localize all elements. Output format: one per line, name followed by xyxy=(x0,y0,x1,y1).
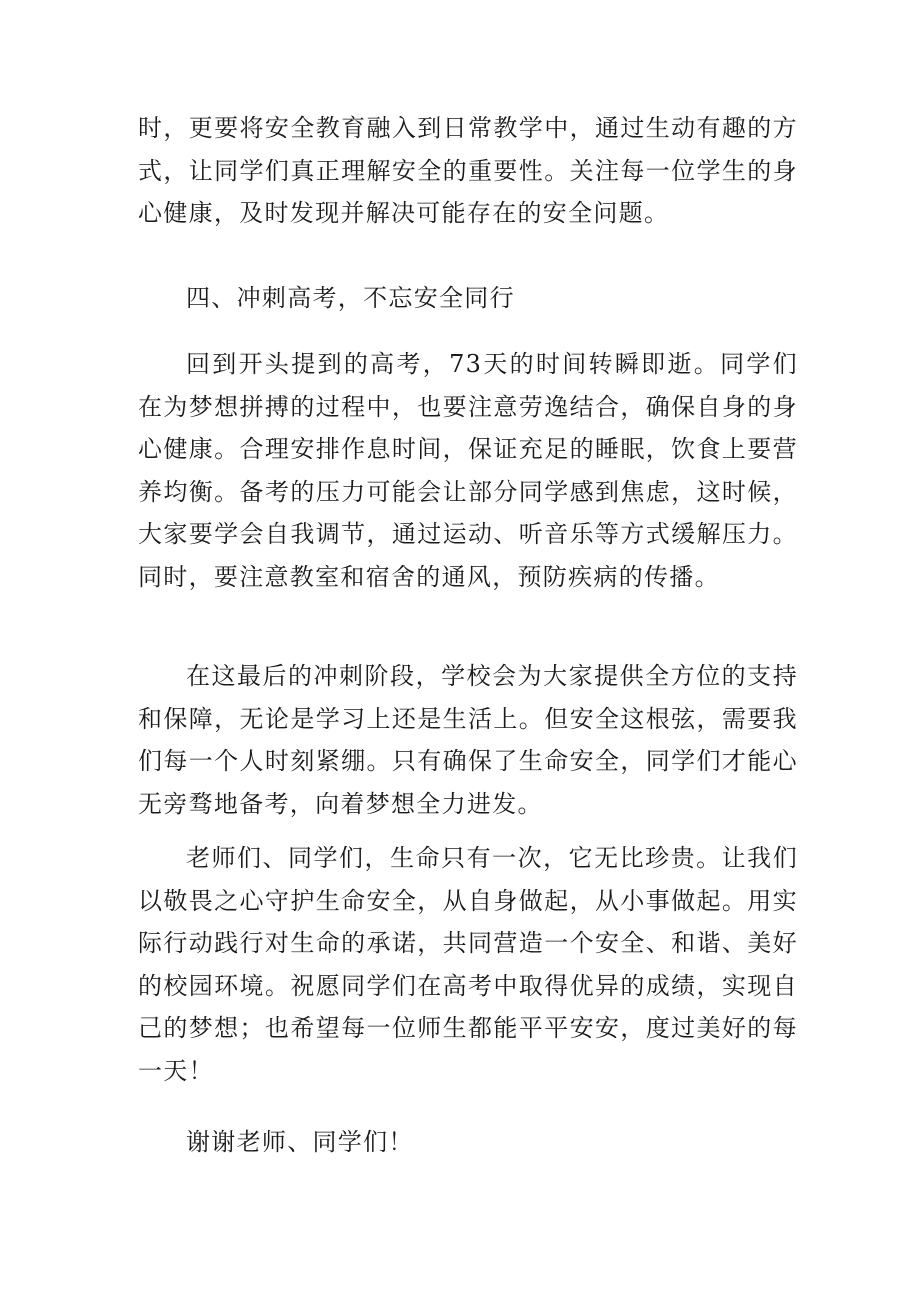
section-heading: 四、冲刺高考，不忘安全同行 xyxy=(186,284,515,312)
paragraph-thanks: 谢谢老师、同学们！ xyxy=(186,1128,414,1156)
paragraph-continuation: 时，更要将安全教育融入到日常教学中，通过生动有趣的方式，让同学们真正理解安全的重要性。关注每一位学生的身心健康，及时发现并解决可能存在的安全问题。 xyxy=(138,114,798,227)
paragraph-final-sprint: 在这最后的冲刺阶段，学校会为大家提供全方位的支持和保障，无论是学习上还是生活上。但安全这根弦，需要我们每一个人时刻紧绷。只有确保了生命安全，同学们才能心无旁骛地备考，向着梦想全力进发。 xyxy=(138,662,798,818)
paragraph-closing-wishes: 老师们、同学们，生命只有一次，它无比珍贵。让我们以敬畏之心守护生命安全，从自身做起，从小事做起。用实际行动践行对生命的承诺，共同营造一个安全、和谐、美好的校园环境。祝愿同学们在高考中取得优异的成绩，实现自己的梦想；也希望每一位师生都能平平安安，度过美好的每一天！ xyxy=(138,844,798,1085)
paragraph-exam-health: 回到开头提到的高考，73天的时间转瞬即逝。同学们在为梦想拼搏的过程中，也要注意劳逸结合，确保自身的身心健康。合理安排作息时间，保证充足的睡眠，饮食上要营养均衡。备考的压力可能会让部分同学感到焦虑，这时候，大家要学会自我调节，通过运动、听音乐等方式缓解压力。同时，要注意教室和宿舍的通风，预防疾病的传播。 xyxy=(138,350,798,591)
